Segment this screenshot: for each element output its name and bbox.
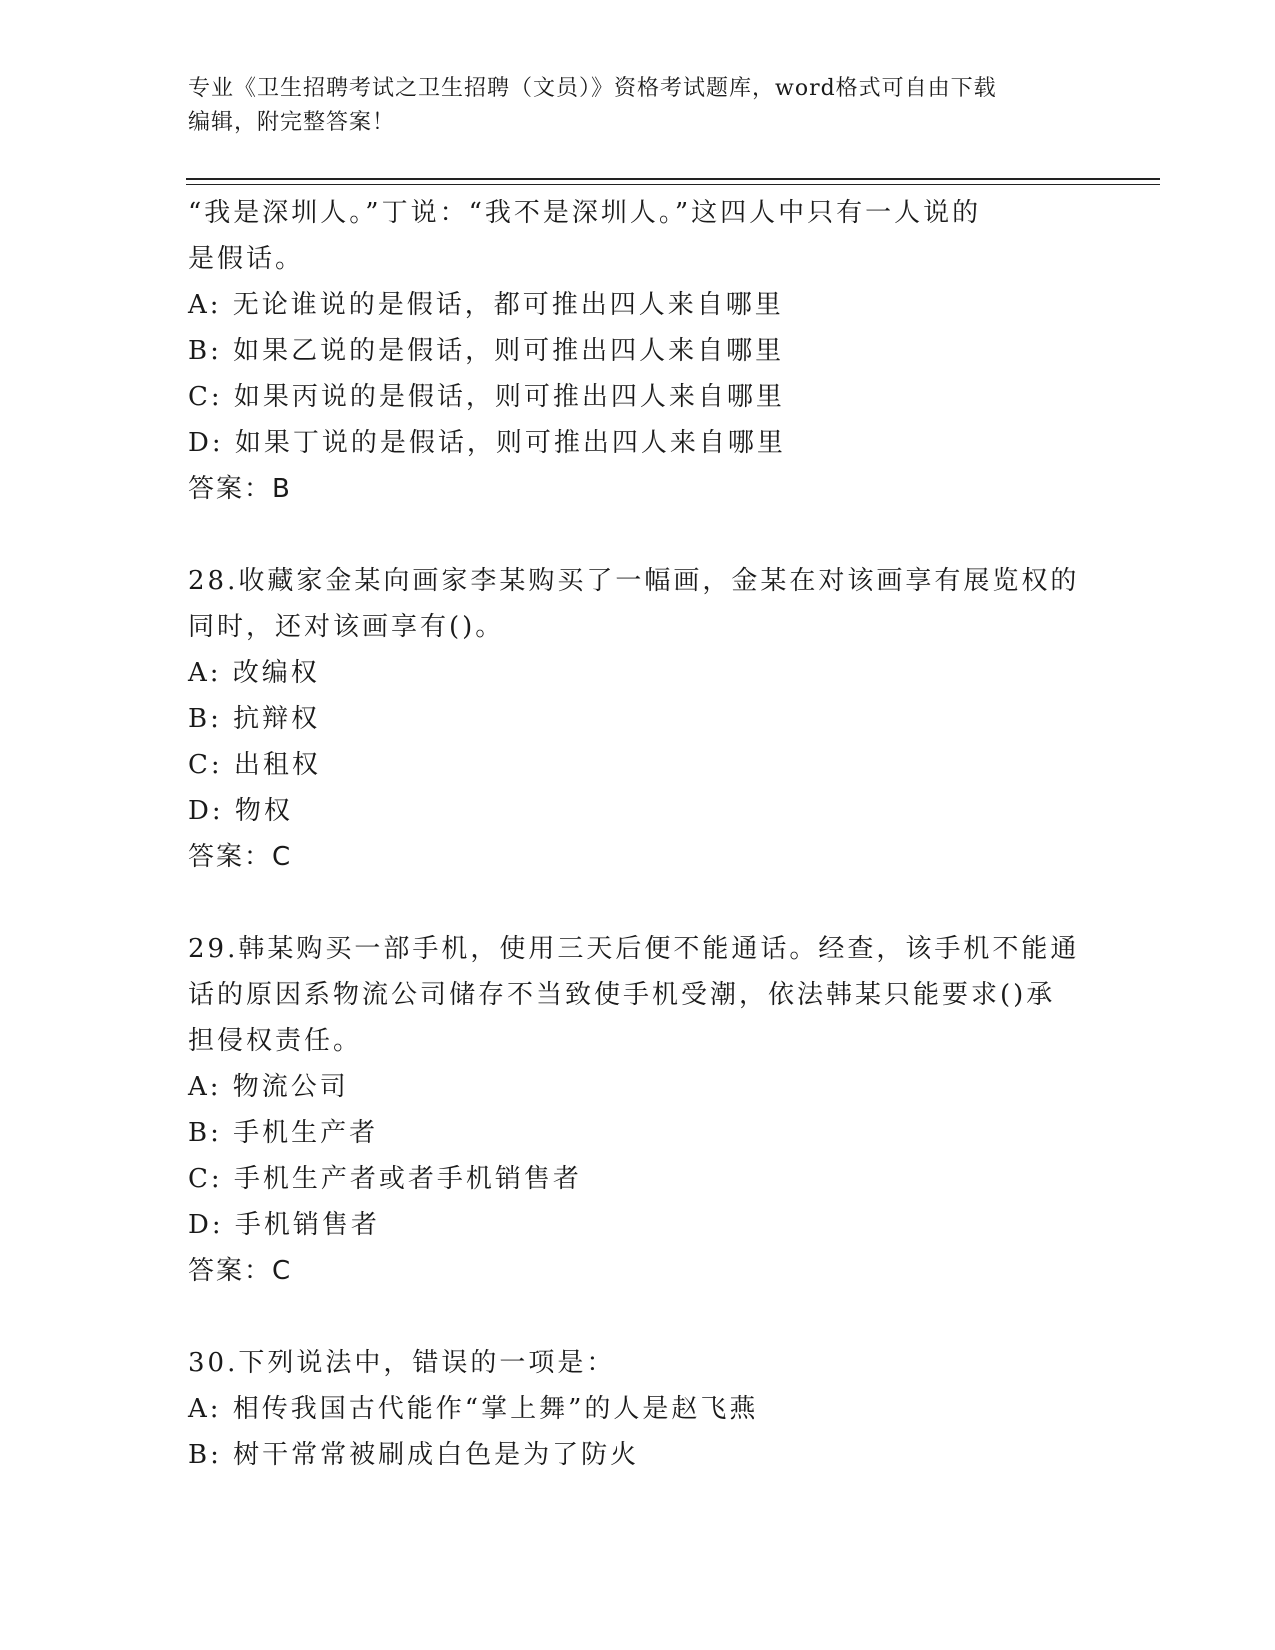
- option-b: B: 抗辩权: [188, 704, 321, 734]
- question-28: [188, 558, 1088, 880]
- option-b: B: 手机生产者: [188, 1118, 379, 1148]
- header-line-2: 编辑，附完整答案！: [188, 110, 396, 135]
- option-c: C: 如果丙说的是假话，则可推出四人来自哪里: [188, 382, 785, 412]
- question-stem: 担侵权责任。: [188, 1026, 363, 1056]
- option-d: D: 手机销售者: [188, 1210, 380, 1240]
- header-divider-thick: [186, 178, 1160, 180]
- spacer: [188, 1294, 1088, 1340]
- question-29: [188, 926, 1088, 1294]
- option-a: A: 改编权: [188, 658, 320, 688]
- header-line-1: 专业《卫生招聘考试之卫生招聘（文员）》资格考试题库，word格式可自由下载: [188, 76, 997, 101]
- question-30: [188, 1340, 1088, 1478]
- answer: 答案：B: [188, 474, 292, 504]
- option-b: B: 如果乙说的是假话，则可推出四人来自哪里: [188, 336, 785, 366]
- option-c: C: 出租权: [188, 750, 321, 780]
- document-header: [188, 72, 1088, 140]
- spacer: [188, 880, 1088, 926]
- question-stem: 28.收藏家金某向画家李某购买了一幅画，金某在对该画享有展览权的: [188, 566, 1080, 596]
- question-content: [188, 190, 1088, 1478]
- option-d: D: 物权: [188, 796, 293, 826]
- option-a: A: 相传我国古代能作“掌上舞”的人是赵飞燕: [188, 1394, 759, 1424]
- question-27: [188, 190, 1088, 512]
- option-c: C: 手机生产者或者手机销售者: [188, 1164, 582, 1194]
- option-a: A: 无论谁说的是假话，都可推出四人来自哪里: [188, 290, 784, 320]
- question-stem: 29.韩某购买一部手机，使用三天后便不能通话。经查，该手机不能通: [188, 934, 1080, 964]
- answer: 答案：C: [188, 842, 293, 872]
- option-d: D: 如果丁说的是假话，则可推出四人来自哪里: [188, 428, 786, 458]
- question-stem: 30.下列说法中，错误的一项是：: [188, 1348, 616, 1378]
- answer: 答案：C: [188, 1256, 293, 1286]
- option-a: A: 物流公司: [188, 1072, 349, 1102]
- header-divider-thin: [186, 184, 1160, 185]
- spacer: [188, 512, 1088, 558]
- option-b: B: 树干常常被刷成白色是为了防火: [188, 1440, 640, 1470]
- question-stem: 同时，还对该画享有()。: [188, 612, 505, 642]
- question-stem: 是假话。: [188, 244, 305, 274]
- question-stem: 话的原因系物流公司储存不当致使手机受潮，依法韩某只能要求()承: [188, 980, 1056, 1010]
- question-stem: “我是深圳人。”丁说：“我不是深圳人。”这四人中只有一人说的: [188, 198, 982, 228]
